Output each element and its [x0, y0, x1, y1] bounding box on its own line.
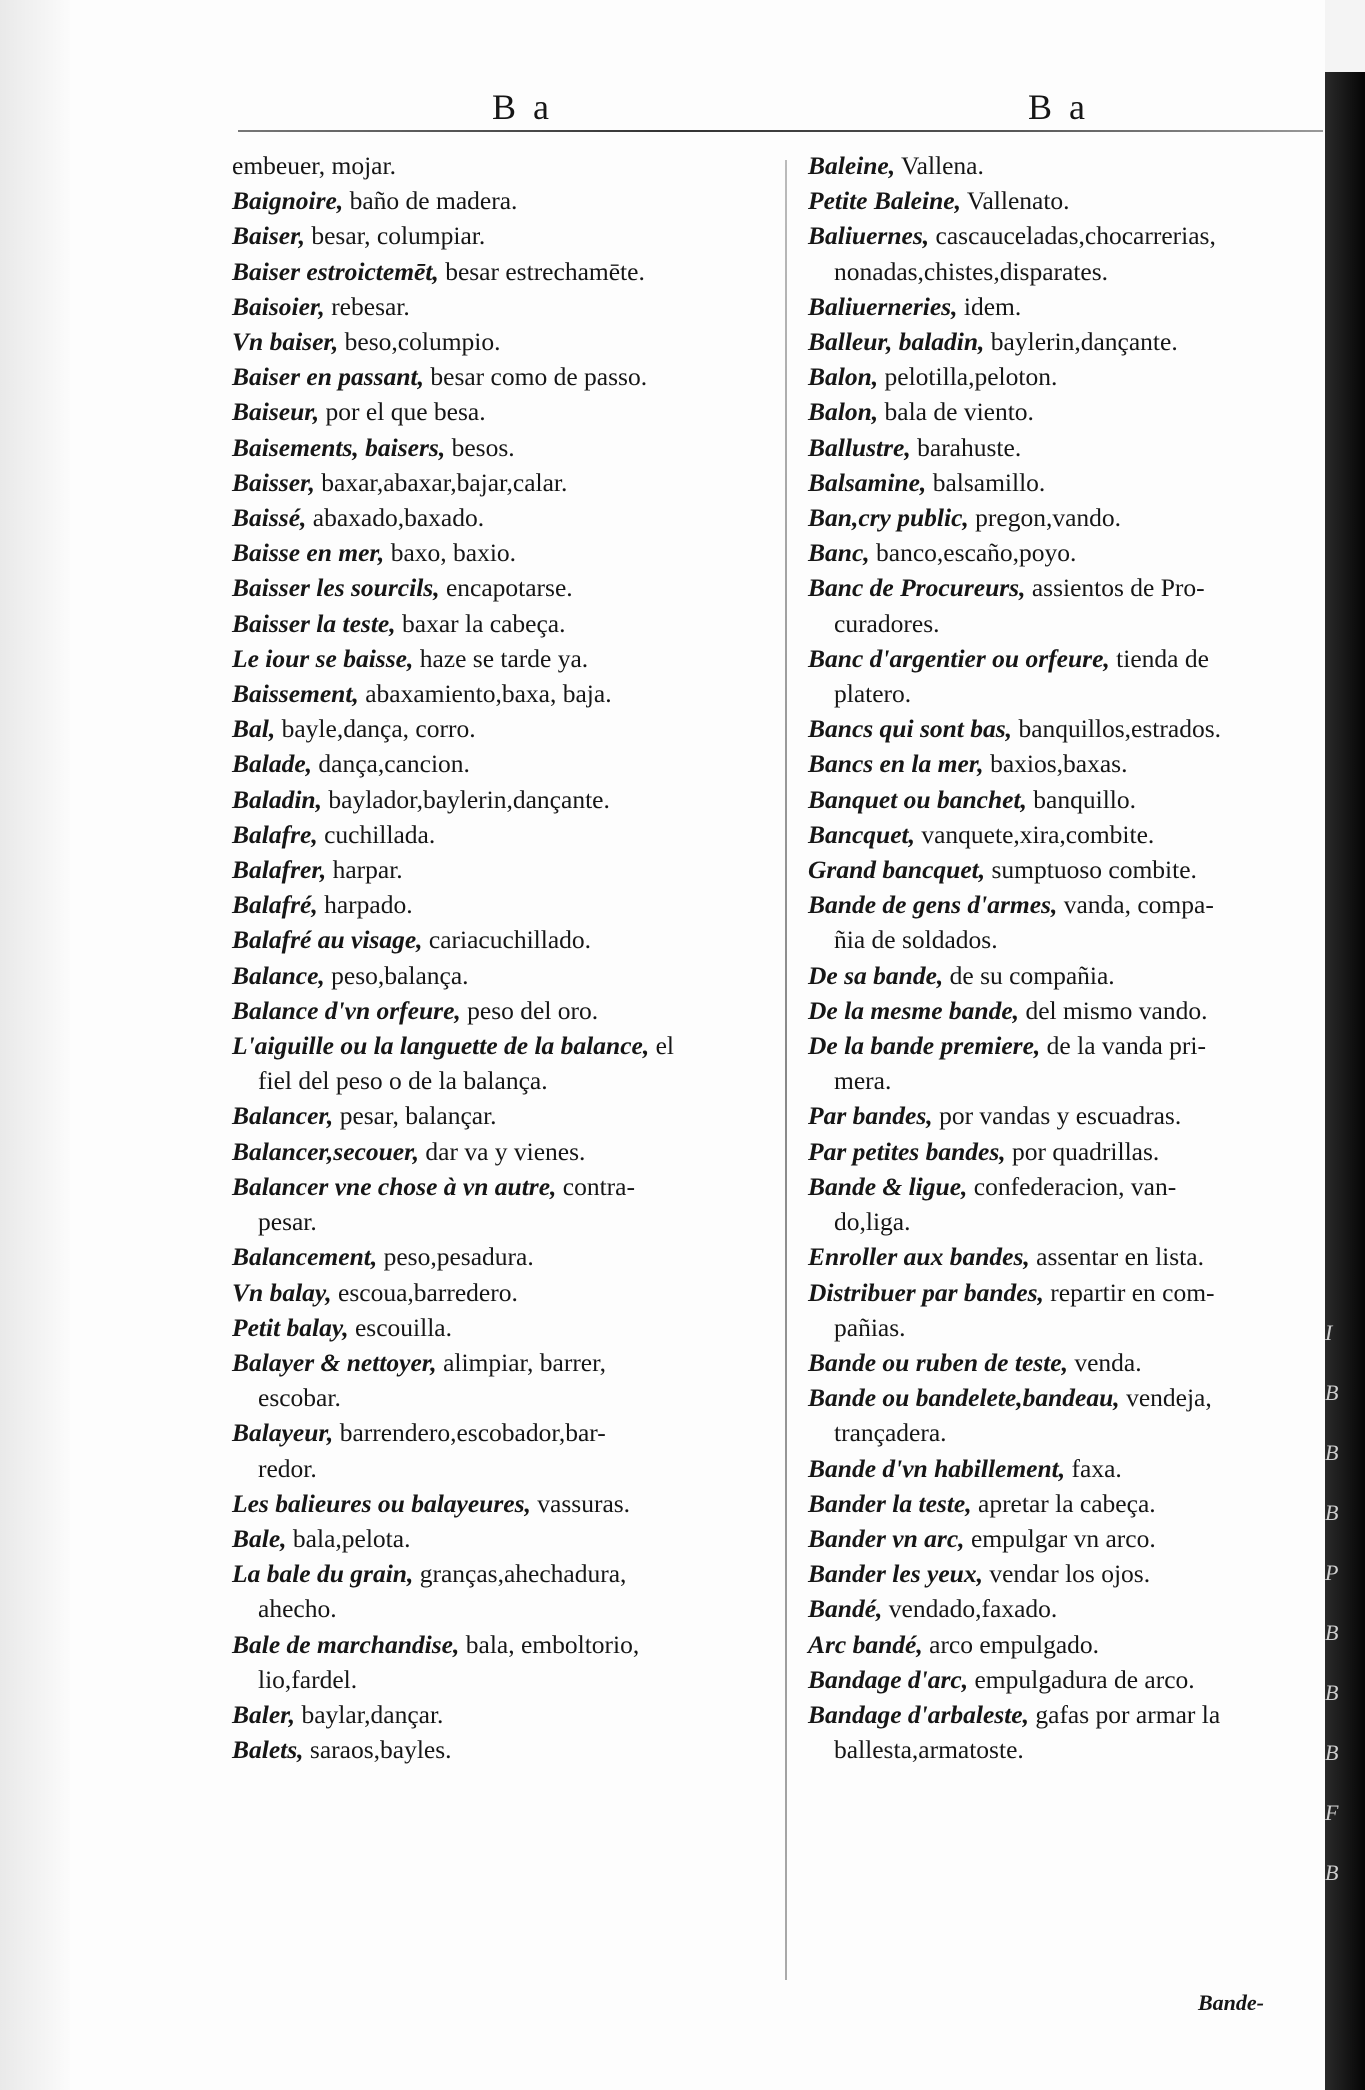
entry-translation: cariacuchillado. — [422, 925, 592, 955]
dictionary-entry — [232, 1556, 770, 1591]
entry-translation: pregon,vando. — [968, 503, 1122, 533]
dictionary-entry — [808, 782, 1320, 817]
entry-headword: Bancs qui sont bas, — [808, 714, 1013, 744]
entry-headword: Balayer & nettoyer, — [232, 1347, 437, 1377]
entry-headword: Arc bandé, — [808, 1629, 923, 1659]
entry-translation: apretar la cabeça. — [971, 1488, 1156, 1518]
facing-page-letter: B — [1325, 1860, 1339, 1885]
dictionary-entry — [232, 1275, 770, 1310]
entry-headword: Balancement, — [232, 1242, 378, 1272]
dictionary-entry — [232, 676, 770, 711]
dictionary-entry — [808, 1451, 1320, 1486]
entry-headword: Baisse en mer, — [232, 538, 385, 568]
dictionary-entry — [232, 1028, 770, 1063]
dictionary-entry — [808, 711, 1320, 746]
entry-headword: Baiseur, — [232, 397, 320, 427]
facing-page-letter: B — [1325, 1680, 1339, 1705]
entry-headword: Les balieures ou balayeures, — [232, 1488, 531, 1518]
dictionary-entry — [808, 465, 1320, 500]
entry-translation: de su compañia. — [943, 960, 1115, 990]
dictionary-entry — [808, 148, 1320, 183]
dictionary-entry — [808, 1380, 1320, 1415]
entry-headword: Vn baiser, — [232, 327, 339, 357]
dictionary-entry — [808, 993, 1320, 1028]
entry-headword: Banquet ou banchet, — [808, 784, 1027, 814]
entry-translation: baxar,abaxar,bajar,calar. — [314, 467, 568, 497]
dictionary-entry — [808, 887, 1320, 922]
dictionary-entry — [808, 1134, 1320, 1169]
dictionary-entry — [808, 1486, 1320, 1521]
entry-continuation — [808, 1204, 1320, 1239]
dictionary-entry — [808, 641, 1320, 676]
entry-headword: Balance d'vn orfeure, — [232, 995, 461, 1025]
entry-translation: besar estrechamēte. — [438, 256, 645, 286]
dictionary-entry — [808, 500, 1320, 535]
entry-translation: el — [649, 1031, 674, 1061]
entry-headword: Baladin, — [232, 784, 322, 814]
dictionary-entry — [232, 782, 770, 817]
entry-translation: cascauceladas,chocarrerias, — [929, 221, 1216, 251]
entry-headword: Banc de Procureurs, — [808, 573, 1026, 603]
left-column — [232, 148, 770, 1767]
dictionary-entry — [808, 324, 1320, 359]
entry-headword: L'aiguille ou la languette de la balance, — [232, 1031, 650, 1061]
entry-headword: Baleine, — [808, 151, 896, 180]
dictionary-entry — [808, 1098, 1320, 1133]
dictionary-entry — [232, 254, 770, 289]
entry-translation: barahuste. — [910, 432, 1022, 462]
entry-translation: gafas por armar la — [1029, 1699, 1221, 1729]
entry-translation: sumptuoso combite. — [985, 855, 1197, 885]
entry-headword: Baliuernes, — [808, 221, 930, 251]
dictionary-entry — [232, 958, 770, 993]
page-gutter-shadow — [0, 0, 70, 2090]
entry-translation: embeuer, mojar. — [232, 151, 396, 180]
entry-translation: assentar en lista. — [1029, 1242, 1204, 1272]
dictionary-entry — [232, 430, 770, 465]
dictionary-entry — [808, 1345, 1320, 1380]
dictionary-entry — [232, 922, 770, 957]
entry-translation: bala,pelota. — [286, 1523, 411, 1553]
dictionary-entry — [808, 852, 1320, 887]
entry-headword: Banc d'argentier ou orfeure, — [808, 643, 1110, 673]
entry-translation: abaxamiento,baxa, baja. — [358, 679, 612, 709]
entry-translation: redor. — [258, 1453, 317, 1483]
dictionary-entry — [232, 887, 770, 922]
entry-translation: besar, columpiar. — [304, 221, 486, 251]
entry-translation: bala de viento. — [878, 397, 1034, 427]
entry-translation: faxa. — [1065, 1453, 1122, 1483]
entry-headword: Bande & ligue, — [808, 1171, 968, 1201]
dictionary-entry — [232, 1415, 770, 1450]
entry-headword: Bande ou ruben de teste, — [808, 1347, 1068, 1377]
entry-headword: Balon, — [808, 397, 879, 427]
spine-top — [1325, 0, 1365, 72]
dictionary-entry — [232, 183, 770, 218]
entry-continuation — [232, 1451, 770, 1486]
entry-translation: escoua,barredero. — [331, 1277, 518, 1307]
entry-translation: vendado,faxado. — [882, 1594, 1058, 1624]
entry-continuation — [232, 1063, 770, 1098]
entry-headword: Baissé, — [232, 503, 307, 533]
entry-headword: Baiser en passant, — [232, 362, 424, 392]
entry-continuation — [232, 1380, 770, 1415]
dictionary-entry — [808, 1556, 1320, 1591]
facing-page-letter: B — [1325, 1380, 1339, 1405]
entry-headword: Bande d'vn habillement, — [808, 1453, 1066, 1483]
entry-continuation — [808, 1310, 1320, 1345]
entry-translation: assientos de Pro- — [1025, 573, 1205, 603]
dictionary-entry — [232, 1310, 770, 1345]
entry-headword: Bale de marchandise, — [232, 1629, 460, 1659]
entry-headword: Baisements, baisers, — [232, 432, 446, 462]
entry-translation: escobar. — [258, 1383, 341, 1413]
entry-headword: Bancquet, — [808, 819, 915, 849]
entry-headword: Balafre, — [232, 819, 318, 849]
entry-translation: fiel del peso o de la balança. — [258, 1066, 548, 1096]
facing-page-letter: P — [1325, 1560, 1339, 1585]
facing-page-letter: B — [1325, 1740, 1339, 1765]
dictionary-entry — [808, 1239, 1320, 1274]
dictionary-entry — [232, 1169, 770, 1204]
dictionary-entry — [232, 359, 770, 394]
entry-headword: De sa bande, — [808, 960, 944, 990]
entry-headword: Bande ou bandelete,bandeau, — [808, 1383, 1120, 1413]
dictionary-entry — [232, 465, 770, 500]
facing-page-letter: B — [1325, 1500, 1339, 1525]
entry-translation: bala, emboltorio, — [459, 1629, 640, 1659]
entry-headword: Balafré, — [232, 890, 318, 920]
entry-translation: contra- — [556, 1171, 635, 1201]
entry-headword: Balancer, — [232, 1101, 334, 1131]
dictionary-entry — [232, 1239, 770, 1274]
entry-headword: Par petites bandes, — [808, 1136, 1006, 1166]
header-rule — [238, 130, 1323, 132]
entry-headword: Balleur, baladin, — [808, 327, 985, 357]
entry-headword: Bandage d'arc, — [808, 1664, 969, 1694]
dictionary-entry — [232, 1627, 770, 1662]
entry-headword: Baisser, — [232, 467, 315, 497]
entry-headword: Le iour se baisse, — [232, 643, 414, 673]
entry-translation: baylar,dançar. — [295, 1699, 444, 1729]
dictionary-entry — [808, 1662, 1320, 1697]
dictionary-entry — [232, 1134, 770, 1169]
entry-translation: idem. — [957, 291, 1022, 321]
dictionary-entry — [808, 1275, 1320, 1310]
entry-translation: venda. — [1067, 1347, 1142, 1377]
entry-translation: dança,cancion. — [312, 749, 470, 779]
entry-translation: confederacion, van- — [967, 1171, 1177, 1201]
entry-translation: ahecho. — [258, 1594, 337, 1624]
entry-translation: bayle,dança, corro. — [275, 714, 476, 744]
entry-translation: abaxado,baxado. — [306, 503, 485, 533]
entry-headword: Bandé, — [808, 1594, 883, 1624]
entry-translation: baylerin,dançante. — [984, 327, 1178, 357]
entry-headword: Bander la teste, — [808, 1488, 972, 1518]
entry-translation: banquillo. — [1026, 784, 1136, 814]
entry-translation: vendeja, — [1119, 1383, 1212, 1413]
entry-translation: empulgadura de arco. — [968, 1664, 1195, 1694]
entry-translation: baylador,baylerin,dançante. — [322, 784, 610, 814]
entry-headword: Baignoire, — [232, 186, 344, 216]
entry-translation: vanquete,xira,combite. — [914, 819, 1155, 849]
facing-page-letters — [1325, 1320, 1347, 1920]
dictionary-entry — [808, 958, 1320, 993]
column-divider — [785, 160, 787, 1980]
dictionary-entry — [232, 570, 770, 605]
entry-translation: lio,fardel. — [258, 1664, 358, 1694]
entry-headword: Bander vn arc, — [808, 1523, 965, 1553]
dictionary-entry — [232, 1486, 770, 1521]
entry-headword: Grand bancquet, — [808, 855, 986, 885]
dictionary-entry — [232, 746, 770, 781]
entry-translation: tienda de — [1109, 643, 1209, 673]
dictionary-entry — [808, 746, 1320, 781]
entry-translation: baño de madera. — [343, 186, 518, 216]
entry-headword: Bander les yeux, — [808, 1559, 983, 1589]
entry-headword: Baiser, — [232, 221, 305, 251]
dictionary-entry — [808, 1169, 1320, 1204]
dictionary-entry — [808, 359, 1320, 394]
entry-translation: empulgar vn arco. — [964, 1523, 1156, 1553]
entry-headword: Balade, — [232, 749, 313, 779]
entry-headword: Bande de gens d'armes, — [808, 890, 1058, 920]
entry-translation: escouilla. — [348, 1312, 452, 1342]
entry-translation: vendar los ojos. — [982, 1559, 1151, 1589]
entry-translation: alimpiar, barrer, — [436, 1347, 606, 1377]
dictionary-entry — [232, 711, 770, 746]
entry-translation: por vandas y escuadras. — [932, 1101, 1182, 1131]
dictionary-entry — [808, 430, 1320, 465]
entry-continuation — [808, 254, 1320, 289]
dictionary-entry — [808, 289, 1320, 324]
facing-page-letter: F — [1325, 1800, 1339, 1825]
dictionary-entry — [232, 500, 770, 535]
entry-translation: harpado. — [317, 890, 413, 920]
dictionary-entry — [808, 394, 1320, 429]
dictionary-entry — [232, 148, 770, 183]
entry-translation: banquillos,estrados. — [1012, 714, 1221, 744]
entry-headword: Petite Baleine, — [808, 186, 961, 216]
dictionary-entry — [232, 1345, 770, 1380]
right-column — [808, 148, 1320, 1767]
entry-continuation — [808, 1415, 1320, 1450]
dictionary-entry — [232, 1697, 770, 1732]
entry-translation: de la vanda pri- — [1040, 1031, 1206, 1061]
entry-translation: peso,pesadura. — [377, 1242, 534, 1272]
entry-translation: ballesta,armatoste. — [834, 1735, 1024, 1765]
entry-translation: encapotarse. — [439, 573, 573, 603]
entry-translation: granças,ahechadura, — [413, 1559, 627, 1589]
dictionary-entry — [232, 1098, 770, 1133]
catchword: Bande- — [1198, 1990, 1264, 2015]
dictionary-entry — [232, 1732, 770, 1767]
entry-headword: De la mesme bande, — [808, 995, 1020, 1025]
entry-translation: ñia de soldados. — [834, 925, 998, 955]
entry-headword: Balancer vne chose à vn autre, — [232, 1171, 557, 1201]
facing-page-letter: B — [1325, 1440, 1339, 1465]
entry-headword: Baissement, — [232, 679, 359, 709]
entry-translation: pelotilla,peloton. — [878, 362, 1058, 392]
entry-continuation — [808, 1063, 1320, 1098]
entry-translation: baxo, baxio. — [384, 538, 517, 568]
entry-headword: Balets, — [232, 1735, 304, 1765]
entry-headword: La bale du grain, — [232, 1559, 414, 1589]
entry-headword: Baisser les sourcils, — [232, 573, 440, 603]
dictionary-entry — [232, 852, 770, 887]
entry-translation: harpar. — [326, 855, 403, 885]
entry-translation: saraos,bayles. — [303, 1735, 452, 1765]
entry-translation: vanda, compa- — [1057, 890, 1214, 920]
dictionary-entry — [232, 289, 770, 324]
entry-headword: Balance, — [232, 960, 325, 990]
entry-translation: dar va y vienes. — [419, 1136, 586, 1166]
dictionary-entry — [232, 993, 770, 1028]
entry-headword: Vn balay, — [232, 1277, 332, 1307]
entry-translation: barrendero,escobador,bar- — [333, 1418, 606, 1448]
dictionary-entry — [808, 1627, 1320, 1662]
dictionary-entry — [232, 324, 770, 359]
entry-translation: balsamillo. — [926, 467, 1046, 497]
entry-translation: beso,columpio. — [338, 327, 501, 357]
entry-translation: rebesar. — [324, 291, 410, 321]
entry-translation: baxios,baxas. — [983, 749, 1128, 779]
entry-headword: Balafré au visage, — [232, 925, 423, 955]
entry-translation: do,liga. — [834, 1207, 911, 1237]
running-head-left: B a — [492, 87, 553, 127]
entry-headword: Par bandes, — [808, 1101, 933, 1131]
dictionary-entry — [808, 535, 1320, 570]
entry-headword: Baler, — [232, 1699, 296, 1729]
entry-translation: besar como de passo. — [424, 362, 648, 392]
entry-translation: cuchillada. — [317, 819, 436, 849]
dictionary-entry — [808, 1591, 1320, 1626]
entry-translation: curadores. — [834, 608, 940, 638]
entry-translation: vassuras. — [530, 1488, 631, 1518]
entry-translation: por quadrillas. — [1005, 1136, 1160, 1166]
entry-headword: Petit balay, — [232, 1312, 349, 1342]
dictionary-entry — [232, 606, 770, 641]
dictionary-entry — [232, 535, 770, 570]
entry-headword: Balancer,secouer, — [232, 1136, 420, 1166]
entry-headword: Distribuer par bandes, — [808, 1277, 1044, 1307]
dictionary-entry — [232, 1521, 770, 1556]
entry-headword: Bancs en la mer, — [808, 749, 984, 779]
entry-headword: Balsamine, — [808, 467, 927, 497]
entry-translation: peso,balança. — [324, 960, 469, 990]
entry-translation: baxar la cabeça. — [395, 608, 566, 638]
entry-continuation — [808, 676, 1320, 711]
dictionary-entry — [232, 817, 770, 852]
entry-headword: Enroller aux bandes, — [808, 1242, 1030, 1272]
entry-continuation — [808, 1732, 1320, 1767]
entry-translation: trançadera. — [834, 1418, 947, 1448]
dictionary-entry — [232, 218, 770, 253]
entry-headword: Baiser estroictemēt, — [232, 256, 439, 286]
dictionary-entry — [232, 394, 770, 429]
dictionary-entry — [808, 183, 1320, 218]
entry-continuation — [808, 922, 1320, 957]
entry-headword: Banc, — [808, 538, 870, 568]
entry-translation: Vallenato. — [960, 186, 1070, 216]
dictionary-entry — [232, 641, 770, 676]
entry-translation: del mismo vando. — [1019, 995, 1208, 1025]
entry-headword: Balafrer, — [232, 855, 327, 885]
dictionary-entry — [808, 1697, 1320, 1732]
entry-translation: nonadas,chistes,disparates. — [834, 256, 1109, 286]
entry-headword: Baisoier, — [232, 291, 325, 321]
entry-translation: peso del oro. — [460, 995, 599, 1025]
entry-headword: Bale, — [232, 1523, 287, 1553]
entry-translation: arco empulgado. — [922, 1629, 1100, 1659]
facing-page-letter: I — [1325, 1320, 1333, 1345]
dictionary-entry — [808, 1028, 1320, 1063]
dictionary-entry — [808, 218, 1320, 253]
entry-headword: Baliuerneries, — [808, 291, 958, 321]
entry-continuation — [232, 1204, 770, 1239]
entry-translation: pañias. — [834, 1312, 906, 1342]
entry-headword: Bandage d'arbaleste, — [808, 1699, 1029, 1729]
entry-translation: repartir en com- — [1043, 1277, 1215, 1307]
entry-translation: Vallena. — [895, 151, 984, 180]
entry-headword: De la bande premiere, — [808, 1031, 1041, 1061]
entry-translation: haze se tarde ya. — [413, 643, 589, 673]
facing-page-letter: B — [1325, 1620, 1339, 1645]
entry-headword: Balon, — [808, 362, 879, 392]
dictionary-entry — [808, 1521, 1320, 1556]
entry-translation: platero. — [834, 679, 912, 709]
entry-translation: pesar, balançar. — [333, 1101, 497, 1131]
running-head-right: B a — [1028, 87, 1089, 127]
entry-headword: Ballustre, — [808, 432, 911, 462]
entry-headword: Bal, — [232, 714, 276, 744]
dictionary-entry — [808, 817, 1320, 852]
entry-translation: mera. — [834, 1066, 892, 1096]
entry-translation: besos. — [445, 432, 515, 462]
entry-headword: Balayeur, — [232, 1418, 334, 1448]
entry-headword: Ban,cry public, — [808, 503, 969, 533]
entry-translation: pesar. — [258, 1207, 317, 1237]
entry-continuation — [232, 1662, 770, 1697]
entry-continuation — [808, 606, 1320, 641]
dictionary-entry — [808, 570, 1320, 605]
entry-translation: por el que besa. — [319, 397, 486, 427]
entry-translation: banco,escaño,poyo. — [869, 538, 1077, 568]
entry-headword: Baisser la teste, — [232, 608, 396, 638]
entry-continuation — [232, 1591, 770, 1626]
